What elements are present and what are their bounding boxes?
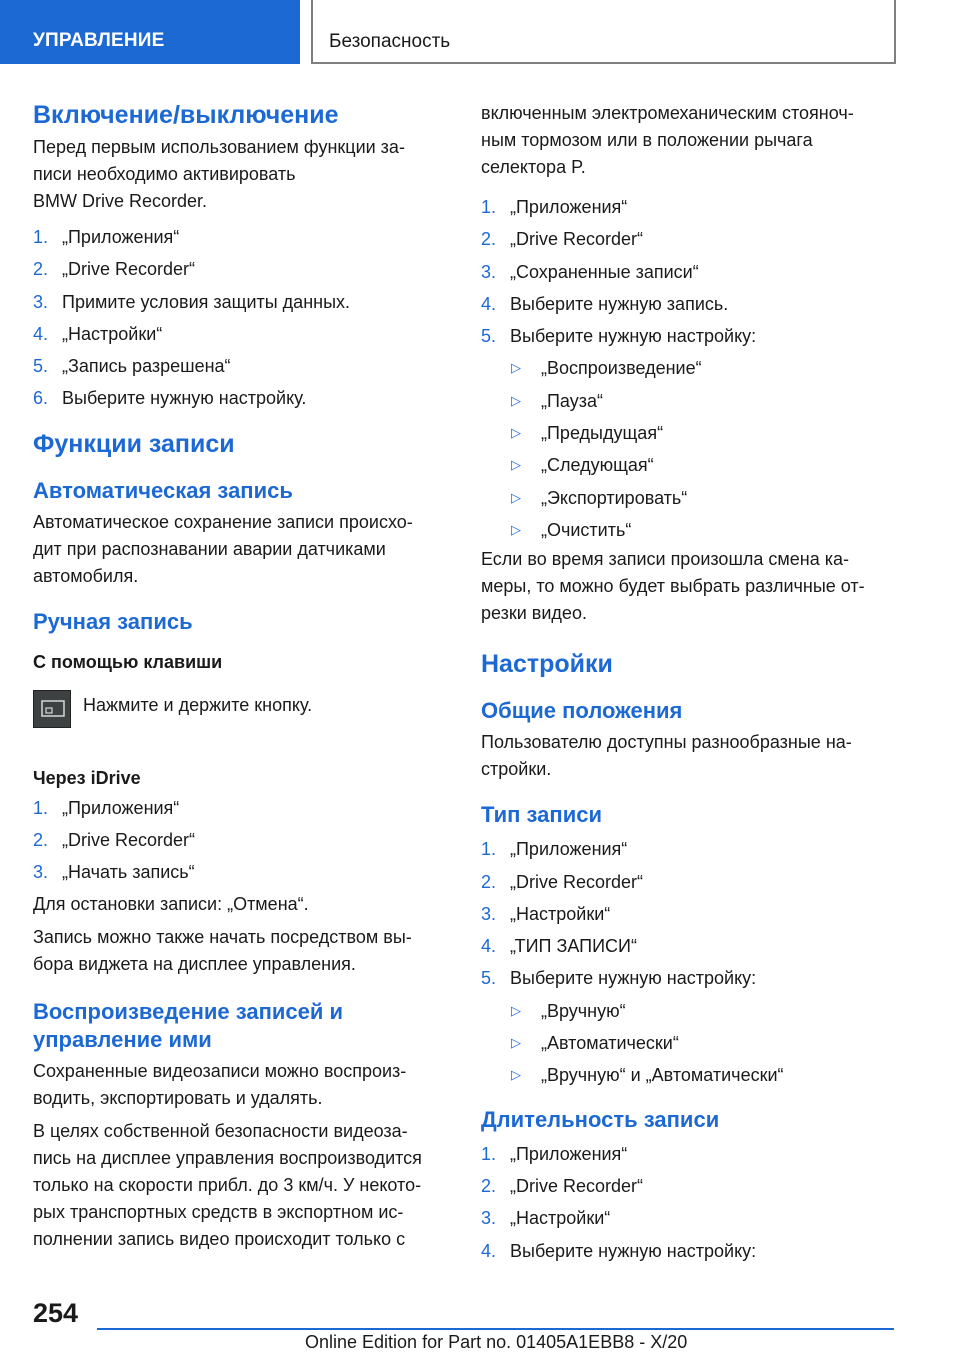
list-item-text: „Настройки“ (510, 1208, 611, 1229)
list-item (33, 382, 453, 414)
para-general: Пользователю доступны разнообразные на- стройки. (481, 732, 852, 780)
list-item-number: 1. (33, 227, 49, 247)
list-item-text: „Drive Recorder“ (510, 1175, 644, 1196)
list-item-text: „Приложения“ (510, 197, 628, 217)
list-item (481, 288, 901, 320)
heading-manual: Ручная запись (33, 608, 193, 634)
list-item-number: 3. (481, 1208, 497, 1229)
heading-auto: Автоматическая запись (33, 477, 293, 503)
list-item-text: „Drive Recorder“ (510, 871, 644, 892)
list-item-text: „Drive Recorder“ (510, 229, 644, 250)
list-type (481, 833, 901, 994)
footer-edition: Online Edition for Part no. 01405A1EBB8 - X/20 (305, 1332, 688, 1352)
list-item-text: „Настройки“ (62, 323, 163, 344)
list-item-number: 2. (481, 1175, 497, 1196)
list-onoff (33, 221, 453, 415)
list-item-number: 2. (33, 259, 49, 280)
footer-divider (97, 1328, 894, 1330)
list-item-number: 4. (481, 293, 497, 314)
list-item-text: „Приложения“ (62, 227, 180, 247)
list-item (481, 1170, 901, 1202)
sublist-item-text: „Вручную“ и „Автоматически“ (541, 1065, 784, 1086)
list-item (33, 856, 453, 888)
list-item-text: „Начать запись“ (62, 862, 195, 883)
list-item-number: 5. (481, 326, 497, 347)
sublist-item-text: „Очистить“ (541, 519, 632, 540)
list-item-number: 2. (481, 229, 497, 250)
sublist-type (481, 995, 901, 1092)
right-column (481, 100, 901, 1267)
list-item (481, 866, 901, 898)
triangle-bullet-icon: ▷ (511, 360, 521, 376)
list-item (33, 253, 453, 285)
triangle-bullet-icon: ▷ (511, 1002, 521, 1018)
list-item (481, 930, 901, 962)
sublist-item-text: „Следующая“ (541, 455, 654, 476)
heading-general: Общие положения (481, 698, 683, 724)
list-duration (481, 1138, 901, 1267)
list-item-number: 5. (481, 968, 497, 989)
list-item (481, 320, 901, 352)
list-item (481, 962, 901, 994)
sublist-item-text: „Предыдущая“ (541, 423, 664, 444)
list-item-text: „Приложения“ (510, 839, 628, 860)
heading-duration: Длительность записи (481, 1106, 720, 1132)
heading-settings: Настройки (481, 650, 613, 679)
list-item-text: „Настройки“ (510, 903, 611, 924)
chapter-tab: УПРАВЛЕНИЕ (0, 0, 300, 64)
heading-functions: Функции записи (33, 429, 235, 458)
sublist-item (481, 385, 901, 417)
heading-button: С помощью клавиши (33, 651, 223, 672)
button-row (33, 682, 453, 742)
list-item (33, 286, 453, 318)
sublist-item-text: „Вручную“ (541, 1000, 626, 1021)
para-safety: В целях собственной безопасности видеоза- пись на дисплее управления воспроизводится только на скорости прибл. до 3 км/ч. У некото- рых транспортных средств в экспортном ис- полнении запись видео происходит только с (33, 1120, 422, 1249)
list-item (481, 1138, 901, 1170)
list-item (481, 1202, 901, 1234)
list-item-number: 4. (33, 323, 49, 344)
section-box (311, 0, 896, 64)
para-onoff: Перед первым использованием функции за- писи необходимо активировать BMW Drive Recorder. (33, 137, 405, 211)
list-item-text: Выберите нужную запись. (510, 293, 729, 314)
list-item-number: 3. (33, 291, 49, 312)
triangle-bullet-icon: ▷ (511, 425, 521, 441)
heading-type: Тип записи (481, 802, 602, 828)
list-item-number: 1. (481, 1143, 497, 1164)
list-item (33, 221, 453, 253)
list-item-number: 4. (481, 1240, 497, 1261)
heading-idrive: Через iDrive (33, 767, 141, 788)
list-item (33, 350, 453, 382)
triangle-bullet-icon: ▷ (511, 489, 521, 505)
sublist-item (481, 482, 901, 514)
list-playback (481, 191, 901, 352)
list-item (481, 1235, 901, 1267)
list-item-number: 1. (33, 797, 49, 818)
sublist-item (481, 1059, 901, 1091)
sublist-item (481, 417, 901, 449)
triangle-bullet-icon: ▷ (511, 457, 521, 473)
sublist-item (481, 514, 901, 546)
list-item (481, 223, 901, 255)
list-item-text: „Сохраненные записи“ (510, 261, 699, 282)
record-button-icon (33, 690, 71, 728)
list-item-text: „ТИП ЗАПИСИ“ (510, 936, 637, 957)
para-camera: Если во время записи произошла смена ка- меры, то можно будет выбрать различные от- резки видео. (481, 549, 865, 624)
section-title: Безопасность (329, 31, 451, 52)
list-item (481, 833, 901, 865)
list-item-number: 4. (481, 936, 497, 957)
triangle-bullet-icon: ▷ (511, 1035, 521, 1051)
sublist-item-text: „Экспортировать“ (541, 487, 688, 508)
para-continued: включенным электромеханическим стояноч- ным тормозом или в положении рычага селектора P. (481, 103, 854, 177)
list-item (481, 256, 901, 288)
list-idrive (33, 792, 453, 889)
list-item-text: „Drive Recorder“ (62, 830, 196, 851)
sublist-item-text: „Пауза“ (541, 390, 603, 411)
list-item-number: 2. (481, 871, 497, 892)
list-item-number: 3. (33, 862, 49, 883)
list-item-text: Выберите нужную настройку: (510, 1240, 757, 1261)
triangle-bullet-icon: ▷ (511, 1067, 521, 1083)
list-item-text: Примите условия защиты данных. (62, 291, 351, 312)
list-item-text: Выберите нужную настройку. (62, 388, 307, 409)
list-item-text: Выберите нужную настройку: (510, 326, 757, 347)
sublist-item (481, 1027, 901, 1059)
list-item-number: 5. (33, 356, 49, 377)
list-item (481, 898, 901, 930)
triangle-bullet-icon: ▷ (511, 392, 521, 408)
list-item-text: Выберите нужную настройку: (510, 968, 757, 989)
list-item-number: 3. (481, 903, 497, 924)
triangle-bullet-icon: ▷ (511, 521, 521, 537)
list-item-number: 1. (481, 197, 497, 217)
para-stop: Для остановки записи: „Отмена“. (33, 893, 309, 914)
list-item-number: 6. (33, 388, 49, 409)
page-header (0, 0, 960, 66)
sublist-item (481, 995, 901, 1027)
sublist-item (481, 352, 901, 384)
list-item-number: 1. (481, 839, 497, 860)
para-playback: Сохраненные видеозаписи можно воспроиз- водить, экспортировать и удалять. (33, 1060, 407, 1108)
left-column (33, 100, 453, 1259)
list-item-text: „Запись разрешена“ (62, 356, 231, 377)
heading-onoff: Включение/выключение (33, 101, 339, 129)
list-item (33, 318, 453, 350)
sublist-item-text: „Воспроизведение“ (541, 358, 702, 379)
sublist-item (481, 449, 901, 481)
list-item-text: „Приложения“ (510, 1143, 628, 1164)
list-item-text: „Drive Recorder“ (62, 259, 196, 280)
sublist-playback (481, 352, 901, 546)
list-item (33, 792, 453, 824)
list-item-number: 2. (33, 830, 49, 851)
para-widget: Запись можно также начать посредством вы- бора виджета на дисплее управления. (33, 926, 412, 974)
para-button: Нажмите и держите кнопку. (83, 694, 313, 715)
heading-playback: Воспроизведение записей и управление ими (33, 998, 344, 1052)
list-item-number: 3. (481, 261, 497, 282)
para-auto: Автоматическое сохранение записи происхо- дит при распознавании аварии датчиками автомобиля. (33, 511, 413, 586)
list-item-text: „Приложения“ (62, 797, 180, 818)
list-item (33, 824, 453, 856)
page-number: 254 (33, 1298, 79, 1328)
sublist-item-text: „Автоматически“ (541, 1033, 679, 1054)
list-item (481, 191, 901, 223)
